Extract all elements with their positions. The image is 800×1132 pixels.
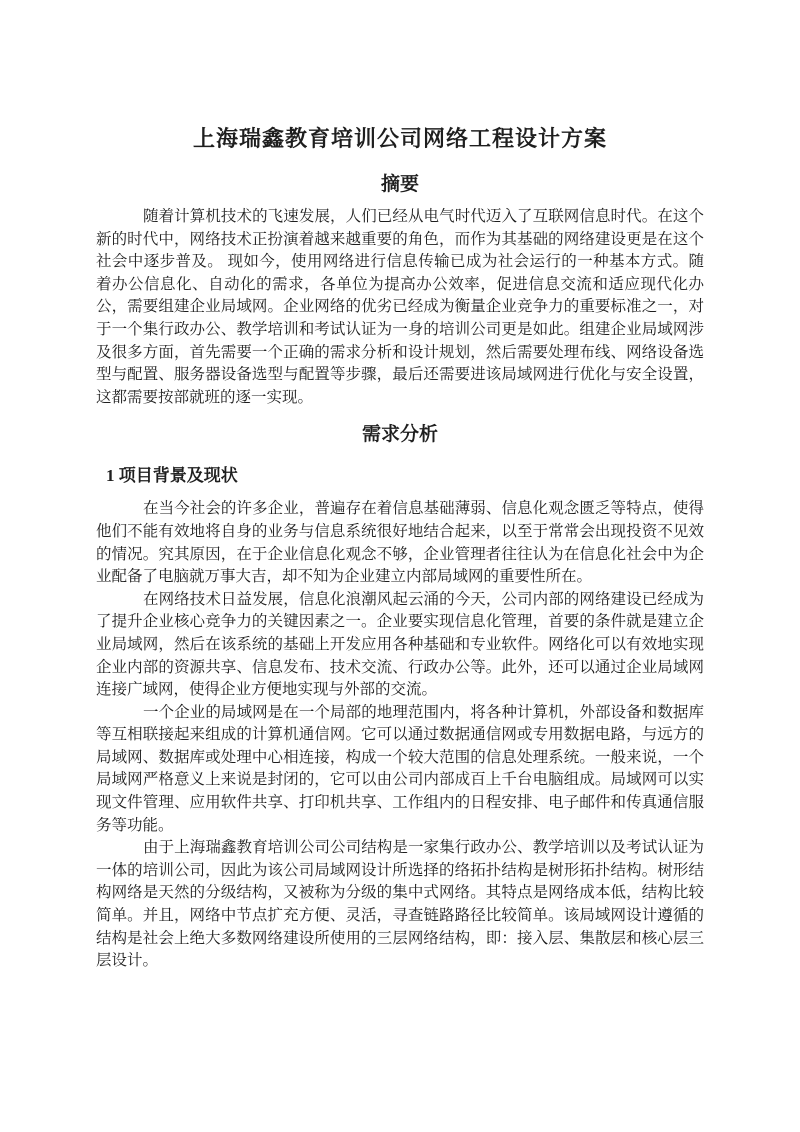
- abstract-paragraph: 随着计算机技术的飞速发展，人们已经从电气时代迈入了互联网信息时代。在这个新的时代中，网络技术正扮演着越来越重要的角色，而作为其基础的网络建设更是在这个社会中逐步普及。 现如今，使用网络进行信息传输已成为社会运行的一种基本方式。随着办公信息化、自动化的需求，各单位为提高办公效率，促进信息交流和适应现代化办公，需要组建企业局域网。企业网络的优劣已经成为衡量企业竞争力的重要标准之一，对于一个集行政办公、教学培训和考试认证为一身的培训公司更是如此。组建企业局域网涉及很多方面，首先需要一个正确的需求分析和设计规划，然后需要处理布线、网络设备选型与配置、服务器设备选型与配置等步骤，最后还需要进该局域网进行优化与安全设置，这都需要按部就班的逐一实现。: [96, 208, 704, 406]
- background-paragraph-2: 在网络技术日益发展，信息化浪潮风起云涌的今天，公司内部的网络建设已经成为了提升企业核心竞争力的关键因素之一。企业要实现信息化管理，首要的条件就是建立企业局域网，然后在该系统的基础上开发应用各种基础和专业软件。网络化可以有效地实现企业内部的资源共享、信息发布、技术交流、行政办公等。此外，还可以通过企业局域网连接广域网，使得企业方便地实现与外部的交流。: [96, 590, 704, 699]
- background-paragraph-4: 由于上海瑞鑫教育培训公司公司结构是一家集行政办公、教学培训以及考试认证为一体的培训公司，因此为该公司局域网设计所选择的络拓扑结构是树形拓扑结构。树形结构网络是天然的分级结构，又被称为分级的集中式网络。其特点是网络成本低，结构比较简单。并且，网络中节点扩充方便、灵活，寻查链路路径比较简单。该局域网设计遵循的结构是社会上绝大多数网络建设所使用的三层网络结构，即：接入层、集散层和核心层三层设计。: [96, 839, 704, 970]
- document-title: 上海瑞鑫教育培训公司网络工程设计方案: [192, 126, 607, 151]
- abstract-heading: 摘要: [380, 174, 419, 195]
- background-paragraph-3: 一个企业的局域网是在一个局部的地理范围内，将各种计算机，外部设备和数据库等互相联接起来组成的计算机通信网。它可以通过数据通信网或专用数据电路，与远方的局域网、数据库或处理中心相连接，构成一个较大范围的信息处理系统。一般来说，一个局域网严格意义上来说是封闭的，它可以由公司内部成百上千台电脑组成。局域网可以实现文件管理、应用软件共享、打印机共享、工作组内的日程安排、电子邮件和传真通信服务等功能。: [96, 703, 704, 834]
- background-paragraph-1: 在当今社会的许多企业，普遍存在着信息基础薄弱、信息化观念匮乏等特点，使得他们不能有效地将自身的业务与信息系统很好地结合起来，以至于常常会出现投资不见效的情况。究其原因，在于企业信息化观念不够，企业管理者往往认为在信息化社会中为企业配备了电脑就万事大吉，却不知为企业建立内部局域网的重要性所在。: [96, 500, 704, 586]
- requirements-analysis-heading: 需求分析: [361, 424, 438, 446]
- section-1-project-background-heading: 1 项目背景及现状: [106, 466, 238, 486]
